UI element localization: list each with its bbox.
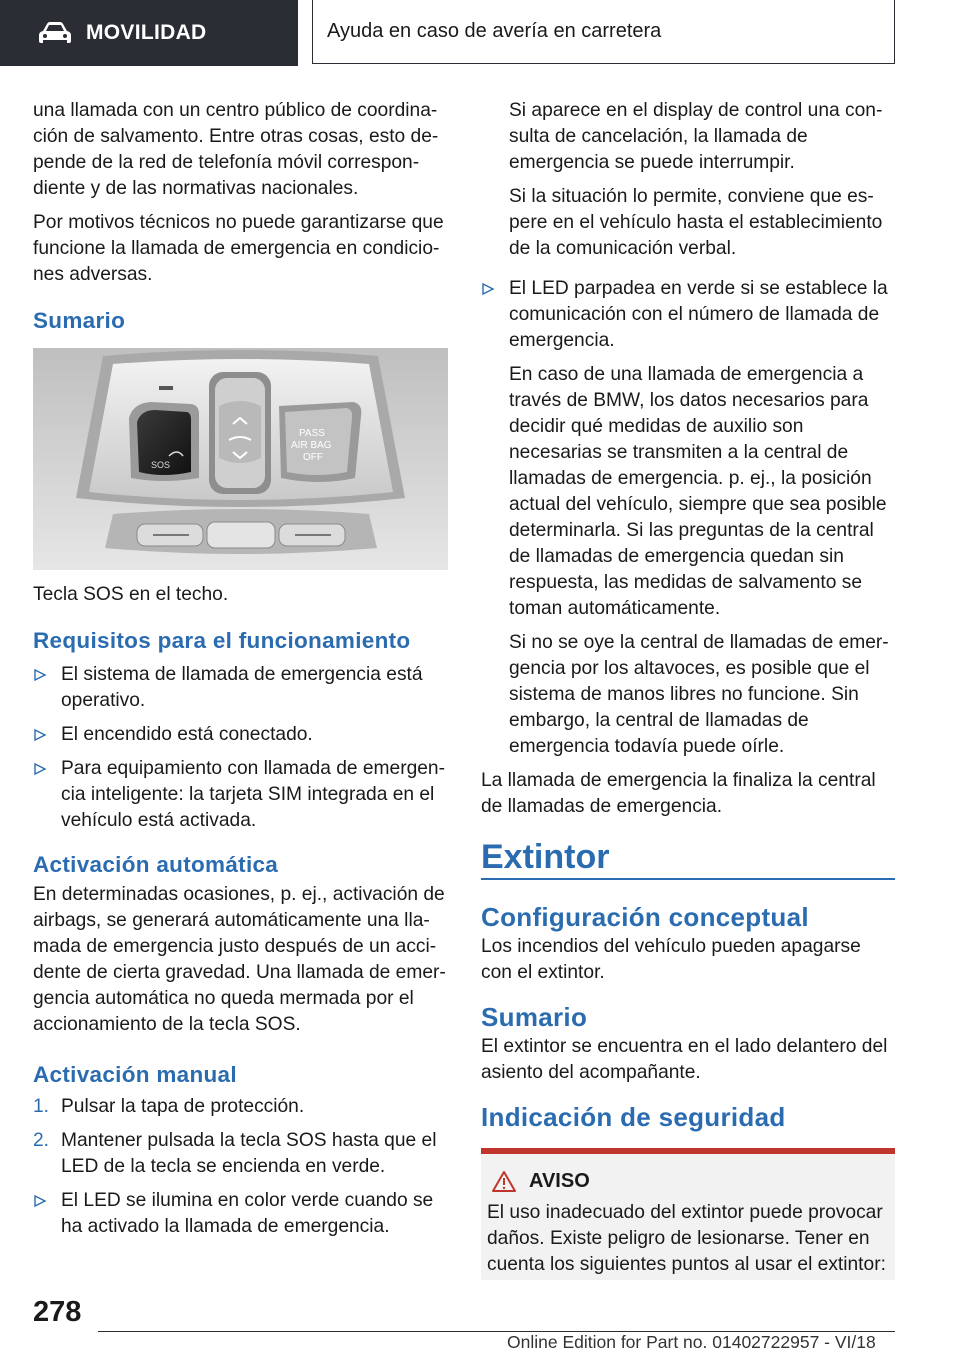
section-heading: Activación automática <box>33 852 279 877</box>
step-number: 2. <box>33 1130 50 1151</box>
off-label: OFF <box>303 452 323 463</box>
section-heading: Configuración conceptual <box>481 902 809 932</box>
list-item: El sistema de llamada de emergencia está operativo. <box>33 662 448 714</box>
warning-text: El uso inadecuado del extintor puede provocar daños. Existe peligro de lesionarse. Tener en cuenta los siguientes puntos al usar el extintor: <box>487 1202 886 1275</box>
page-number: 278 <box>33 1296 82 1328</box>
pass-label: PASS <box>299 428 325 439</box>
right-column <box>481 98 895 1280</box>
warning-box <box>481 1148 895 1280</box>
list-item: 2. Mantener pulsada la tecla SOS hasta que el LED de la tecla se encienda en verde. <box>33 1130 437 1177</box>
body-paragraph: Si aparece en el display de control una consulta de cancelación, la llamada de emergencia se puede interrumpir. <box>509 100 883 173</box>
section-heading: Indicación de seguridad <box>481 1102 786 1132</box>
body-paragraph: En determinadas ocasiones, p. ej., activación de airbags, se generará automáticamente una llamada de emergencia justo después de un accidente de cierta gravedad. Una llamada de emergencia automática no queda mermada por el accionamiento de la tecla SOS. <box>33 884 446 1035</box>
airbag-label: AIR BAG <box>291 440 332 451</box>
left-column <box>33 98 448 1248</box>
intro-paragraph: Por motivos técnicos no puede garantizarse que funcione la llamada de emergencia en condiciones adversas. <box>33 212 444 285</box>
section-tab <box>0 0 298 66</box>
chapter-heading: Extintor <box>481 838 610 876</box>
intro-paragraph: una llamada con un centro público de coordinación de salvamento. Entre otras cosas, esto depende de la red de telefonía móvil correspondiente y de las normativas nacionales. <box>33 100 439 199</box>
warning-icon <box>491 1170 517 1193</box>
list-item: Para equipamiento con llamada de emergencia inteligente: la tarjeta SIM integrada en el vehículo está activada. <box>33 756 448 834</box>
roof-console-image <box>33 348 448 570</box>
edition-note: Online Edition for Part no. 01402722957 - VI/18 <box>507 1332 876 1352</box>
warning-title: AVISO <box>491 1168 895 1194</box>
step-number: 1. <box>33 1096 50 1117</box>
section-heading: Requisitos para el funcionamiento <box>33 628 411 653</box>
body-paragraph: Si la situación lo permite, conviene que espere en el vehículo hasta el establecimiento de la comunicación verbal. <box>509 186 883 259</box>
car-icon <box>38 21 72 45</box>
section-heading: Sumario <box>33 308 126 333</box>
triangle-bullet-icon <box>481 282 495 296</box>
triangle-bullet-icon <box>33 728 47 742</box>
list-item: El encendido está conectado. <box>33 722 448 748</box>
chapter-tab <box>312 0 895 64</box>
figure-caption: Tecla SOS en el techo. <box>33 584 229 605</box>
heading-rule <box>481 878 895 880</box>
section-heading: Activación manual <box>33 1062 237 1087</box>
list-item: 1. Pulsar la tapa de protección. <box>33 1094 448 1120</box>
led-list <box>33 1188 448 1240</box>
body-paragraph: Si no se oye la central de llamadas de emergencia por los altavoces, es posible que el sistema de manos libres no funcione. Sin embargo, la central de llamadas de emergencia todavía puede oírle. <box>509 632 889 757</box>
triangle-bullet-icon <box>33 762 47 776</box>
list-item: El LED parpadea en verde si se establece la comunicación con el número de llamada de emergencia. <box>481 276 895 354</box>
sos-button-figure <box>33 348 448 570</box>
section-heading: Sumario <box>481 1002 588 1032</box>
requirements-list <box>33 662 448 834</box>
chapter-label: Ayuda en caso de avería en carretera <box>327 20 662 42</box>
triangle-bullet-icon <box>33 668 47 682</box>
page-header <box>0 0 960 66</box>
led-blink-list <box>481 276 895 354</box>
section-label: MOVILIDAD <box>86 21 207 44</box>
sos-label: SOS <box>151 460 171 470</box>
triangle-bullet-icon <box>33 1194 47 1208</box>
body-paragraph: La llamada de emergencia la finaliza la central de llamadas de emergencia. <box>481 770 876 817</box>
body-paragraph: El extintor se encuentra en el lado delantero del asiento del acompañante. <box>481 1036 888 1083</box>
body-paragraph: En caso de una llamada de emergencia a través de BMW, los datos necesarios para decidir qué medidas de auxilio son necesarias se transmiten a la central de llamadas de emergencia. p. ej., la posición actual del vehículo, siempre que sea posible determinarla. Si las preguntas de la central de llamadas de emergencia quedan sin respuesta, las medidas de salvamento se toman automáticamente. <box>509 364 887 619</box>
steps-list <box>33 1094 448 1180</box>
list-item: El LED se ilumina en color verde cuando se ha activado la llamada de emergencia. <box>33 1188 448 1240</box>
body-paragraph: Los incendios del vehículo pueden apagarse con el extintor. <box>481 936 861 983</box>
